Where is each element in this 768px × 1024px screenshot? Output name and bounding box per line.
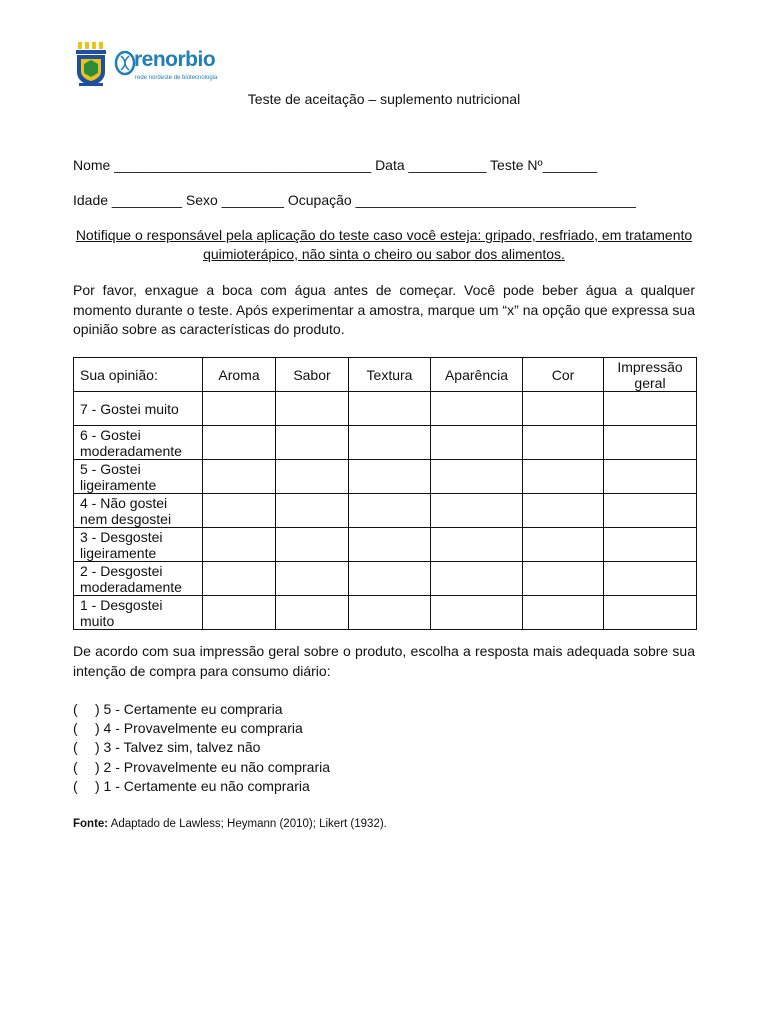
brand-name: renorbio	[134, 48, 216, 71]
rating-cell[interactable]	[349, 562, 431, 596]
option-label: ) 2 - Provavelmente eu não compraria	[95, 759, 330, 775]
source-citation	[73, 818, 387, 830]
option-checkbox[interactable]: (	[73, 778, 78, 794]
option-label: ) 5 - Certamente eu compraria	[95, 701, 283, 717]
column-header: Cor	[523, 358, 604, 392]
rating-cell[interactable]	[203, 426, 276, 460]
column-header: Aroma	[203, 358, 276, 392]
rating-cell[interactable]	[523, 392, 604, 426]
option-label: ) 3 - Talvez sim, talvez não	[95, 739, 261, 755]
row-label: 3 - Desgostei ligeiramente	[74, 528, 203, 562]
rating-cell[interactable]	[431, 392, 523, 426]
rating-cell[interactable]	[604, 562, 697, 596]
rating-cell[interactable]	[604, 392, 697, 426]
table-row	[74, 460, 697, 494]
rating-cell[interactable]	[604, 426, 697, 460]
rating-cell[interactable]	[523, 528, 604, 562]
renorbio-logo	[114, 48, 244, 84]
rating-cell[interactable]	[276, 392, 349, 426]
university-crest-logo	[76, 42, 108, 88]
rating-cell[interactable]	[523, 426, 604, 460]
table-row	[74, 426, 697, 460]
table-row	[74, 562, 697, 596]
rating-cell[interactable]	[203, 494, 276, 528]
rating-cell[interactable]	[276, 494, 349, 528]
table-row	[74, 392, 697, 426]
rating-cell[interactable]	[604, 528, 697, 562]
option-checkbox[interactable]: (	[73, 759, 78, 775]
column-header: Sua opinião:	[74, 358, 203, 392]
rating-cell[interactable]	[349, 494, 431, 528]
rating-cell[interactable]	[604, 494, 697, 528]
rating-cell[interactable]	[276, 528, 349, 562]
row-label: 5 - Gostei ligeiramente	[74, 460, 203, 494]
purchase-option[interactable]	[73, 739, 260, 755]
rating-cell[interactable]	[203, 596, 276, 630]
rating-cell[interactable]	[431, 460, 523, 494]
table-row	[74, 596, 697, 630]
source-text: Adaptado de Lawless; Heymann (2010); Likert (1932).	[108, 818, 387, 830]
purchase-option[interactable]	[73, 759, 330, 775]
column-header: Impressão geral	[604, 358, 697, 392]
option-checkbox[interactable]: (	[73, 739, 78, 755]
rating-cell[interactable]	[203, 528, 276, 562]
column-header: Sabor	[276, 358, 349, 392]
instructions-text: Por favor, enxague a boca com água antes de começar. Você pode beber água a qualquer momento durante o teste. Após experimentar a amostra, marque um “x” na opção que expressa sua opinião sobre as características do produto.	[73, 282, 695, 337]
rating-cell[interactable]	[431, 494, 523, 528]
rating-cell[interactable]	[604, 460, 697, 494]
table-header-row	[74, 358, 697, 392]
rating-cell[interactable]	[349, 426, 431, 460]
purchase-option[interactable]	[73, 720, 303, 736]
rating-cell[interactable]	[203, 562, 276, 596]
purchase-question: De acordo com sua impressão geral sobre o produto, escolha a resposta mais adequada sobre sua intenção de compra para consumo diário:	[73, 643, 695, 679]
table-row	[74, 494, 697, 528]
rating-cell[interactable]	[276, 426, 349, 460]
row-label: 2 - Desgostei moderadamente	[74, 562, 203, 596]
purchase-option[interactable]	[73, 701, 283, 717]
row-label: 4 - Não gostei nem desgostei	[74, 494, 203, 528]
notice-text: Notifique o responsável pela aplicação do teste caso você esteja: gripado, resfriado, em tratamento quimioterápico, não sinta o cheiro ou sabor dos alimentos.	[75, 227, 693, 262]
option-checkbox[interactable]: (	[73, 720, 78, 736]
page-title: Teste de aceitação – suplemento nutricional	[247, 91, 521, 107]
rating-cell[interactable]	[431, 426, 523, 460]
rating-cell[interactable]	[604, 596, 697, 630]
purchase-option[interactable]	[73, 778, 310, 794]
brand-subtitle: rede nordeste de biotecnologia	[135, 75, 218, 81]
column-header: Textura	[349, 358, 431, 392]
rating-cell[interactable]	[276, 562, 349, 596]
column-header: Aparência	[431, 358, 523, 392]
rating-cell[interactable]	[203, 460, 276, 494]
age-sex-occupation-line[interactable]: Idade _________ Sexo ________ Ocupação ____________________________________	[73, 192, 636, 208]
row-label: 7 - Gostei muito	[74, 392, 203, 426]
row-label: 6 - Gostei moderadamente	[74, 426, 203, 460]
rating-cell[interactable]	[276, 596, 349, 630]
rating-cell[interactable]	[276, 460, 349, 494]
option-label: ) 1 - Certamente eu não compraria	[95, 778, 310, 794]
rating-table	[73, 357, 697, 630]
rating-cell[interactable]	[523, 596, 604, 630]
name-date-test-line[interactable]: Nome _________________________________ Data __________ Teste Nº_______	[73, 157, 598, 173]
source-label: Fonte:	[73, 818, 109, 830]
rating-cell[interactable]	[431, 596, 523, 630]
rating-cell[interactable]	[349, 460, 431, 494]
dna-icon	[114, 50, 136, 76]
rating-cell[interactable]	[349, 528, 431, 562]
rating-cell[interactable]	[349, 596, 431, 630]
option-label: ) 4 - Provavelmente eu compraria	[95, 720, 303, 736]
header-logos	[76, 42, 236, 90]
rating-cell[interactable]	[523, 494, 604, 528]
rating-cell[interactable]	[523, 562, 604, 596]
table-row	[74, 528, 697, 562]
rating-cell[interactable]	[431, 562, 523, 596]
row-label: 1 - Desgostei muito	[74, 596, 203, 630]
rating-cell[interactable]	[349, 392, 431, 426]
option-checkbox[interactable]: (	[73, 701, 78, 717]
rating-cell[interactable]	[431, 528, 523, 562]
rating-cell[interactable]	[203, 392, 276, 426]
rating-cell[interactable]	[523, 460, 604, 494]
